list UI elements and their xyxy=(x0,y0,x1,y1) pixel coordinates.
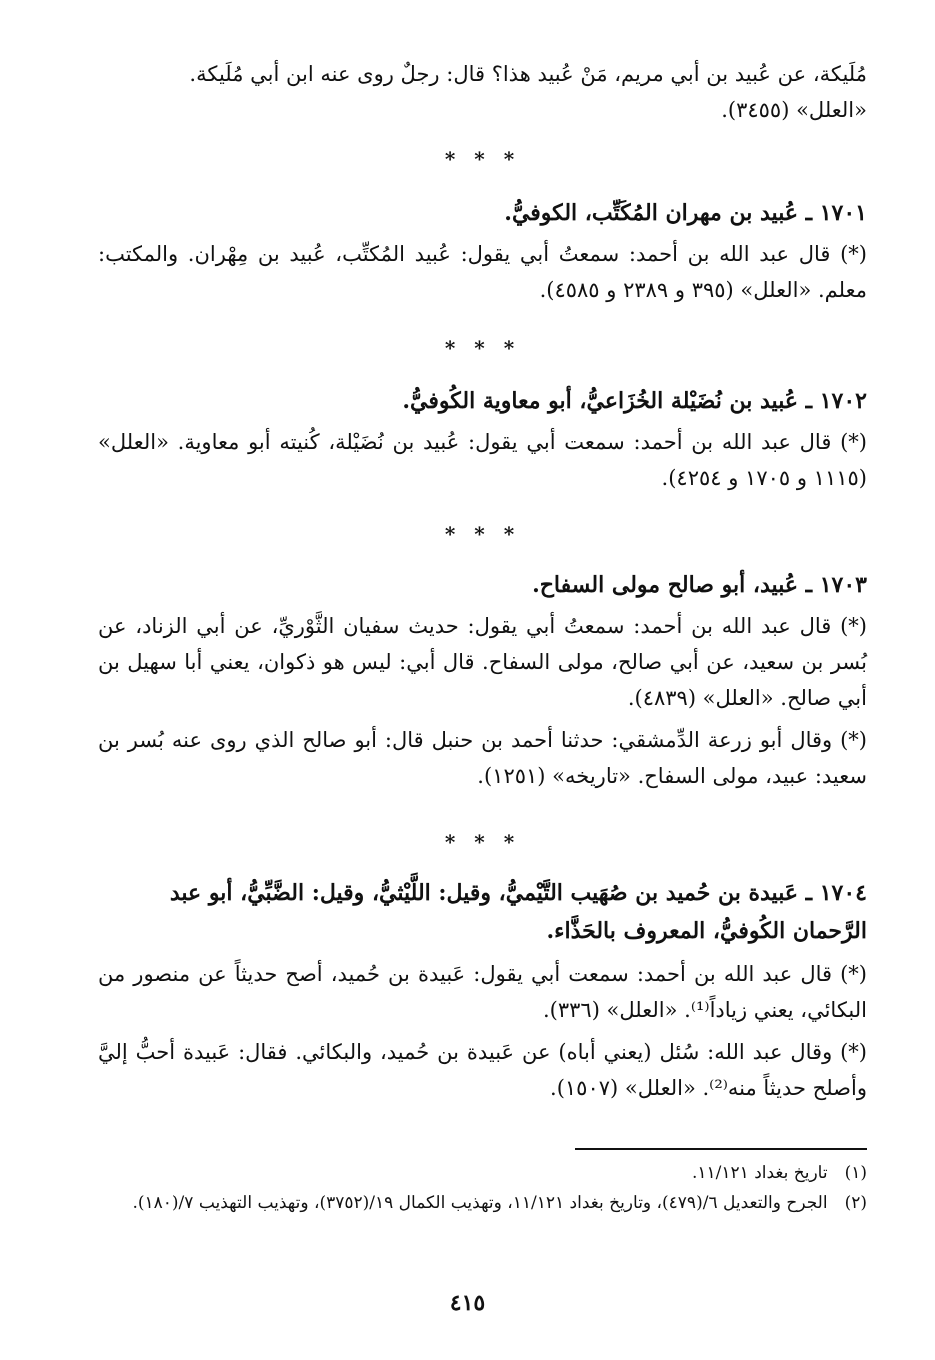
entry-paragraph: (*) قال عبد الله بن أحمد: سمعت أبي يقول: عَبيدة بن حُميد، أصح حديثاً عن منصور من البكائي، يعني زياداً⁽¹⁾. «العلل» (٣٣٦). xyxy=(98,962,867,1022)
entry-title: ١٧٠١ ـ عُبيد بن مهران المُكَتِّب، الكوفيُّ. xyxy=(504,200,867,226)
separator-4: * * * xyxy=(444,830,521,854)
entry-1701 xyxy=(98,194,867,308)
entry-1703 xyxy=(98,566,867,794)
entry-title: ١٧٠٤ ـ عَبيدة بن حُميد بن صُهَيب التَّيْميُّ، وقيل: اللَّيْثيُّ، وقيل: الضَّبِّيُّ، أبو عبد الرَّحمان الكُوفيُّ، المعروف بالحَذَّاء. xyxy=(169,880,867,944)
footnote-number: (١) xyxy=(844,1163,867,1183)
continued-line-2: «العلل» (٣٤٥٥). xyxy=(721,98,867,122)
entry-1702 xyxy=(98,382,867,496)
footnote-text: الجرح والتعديل ٦/(٤٧٩)، وتاريخ بغداد ١١/١٢١، وتهذيب الكمال ١٩/(٣٧٥٢)، وتهذيب التهذيب ٧/(١٨٠). xyxy=(132,1193,828,1213)
entry-paragraph: (*) وقال عبد الله: سُئل (يعني أباه) عن عَبيدة بن حُميد، والبكائي. فقال: عَبيدة أحبُّ إليَّ وأصلح حديثاً منه⁽²⁾. «العلل» (١٥٠٧). xyxy=(98,1040,867,1100)
continued-line-1: مُلَيكة، عن عُبيد بن أبي مريم، مَنْ عُبيد هذا؟ قال: رجلٌ روى عنه ابن أبي مُلَيكة. xyxy=(189,62,867,86)
entry-paragraph: (*) قال عبد الله بن أحمد: سمعتُ أبي يقول: حديث سفيان الثَّوْريِّ، عن أبي الزناد، عن بُسر بن سعيد، عن أبي صالح، مولى السفاح. قال أبي: ليس هو ذكوان، يعني أبا سهيل بن أبي صالح. «العلل» (٤٨٣٩). xyxy=(98,614,867,710)
footnotes xyxy=(98,1158,867,1218)
entry-paragraph: (*) قال عبد الله بن أحمد: سمعت أبي يقول: عُبيد بن نُضَيْلة، كُنيته أبو معاوية. «العلل» (١١١٥ و ١٧٠٥ و ٤٢٥٤). xyxy=(98,430,867,490)
footnote-2 xyxy=(98,1188,867,1218)
footnote-rule xyxy=(575,1148,867,1150)
footnote-number: (٢) xyxy=(844,1193,867,1213)
footnote-text: تاريخ بغداد ١١/١٢١. xyxy=(692,1163,828,1183)
page-number: ٤١٥ xyxy=(449,1290,486,1316)
separator-3: * * * xyxy=(444,522,521,546)
separator-2: * * * xyxy=(444,336,521,360)
entry-title: ١٧٠٣ ـ عُبيد، أبو صالح مولى السفاح. xyxy=(532,572,867,598)
footnote-1 xyxy=(98,1158,867,1188)
continued-text xyxy=(98,56,867,128)
entry-1704 xyxy=(98,874,867,1106)
entry-paragraph: (*) وقال أبو زرعة الدِّمشقي: حدثنا أحمد بن حنبل قال: أبو صالح الذي روى عنه بُسر بن سعيد: عبيد، مولى السفاح. «تاريخه» (١٢٥١). xyxy=(98,728,867,788)
entry-title: ١٧٠٢ ـ عُبيد بن نُضَيْلة الخُزَاعيُّ، أبو معاوية الكُوفيُّ. xyxy=(402,388,867,414)
separator-1: * * * xyxy=(444,147,521,171)
entry-paragraph: (*) قال عبد الله بن أحمد: سمعتُ أبي يقول: عُبيد المُكتِّب، عُبيد بن مِهْران. والمكتب: معلم. «العلل» (٣٩٥ و ٢٣٨٩ و ٤٥٨٥). xyxy=(98,242,867,302)
